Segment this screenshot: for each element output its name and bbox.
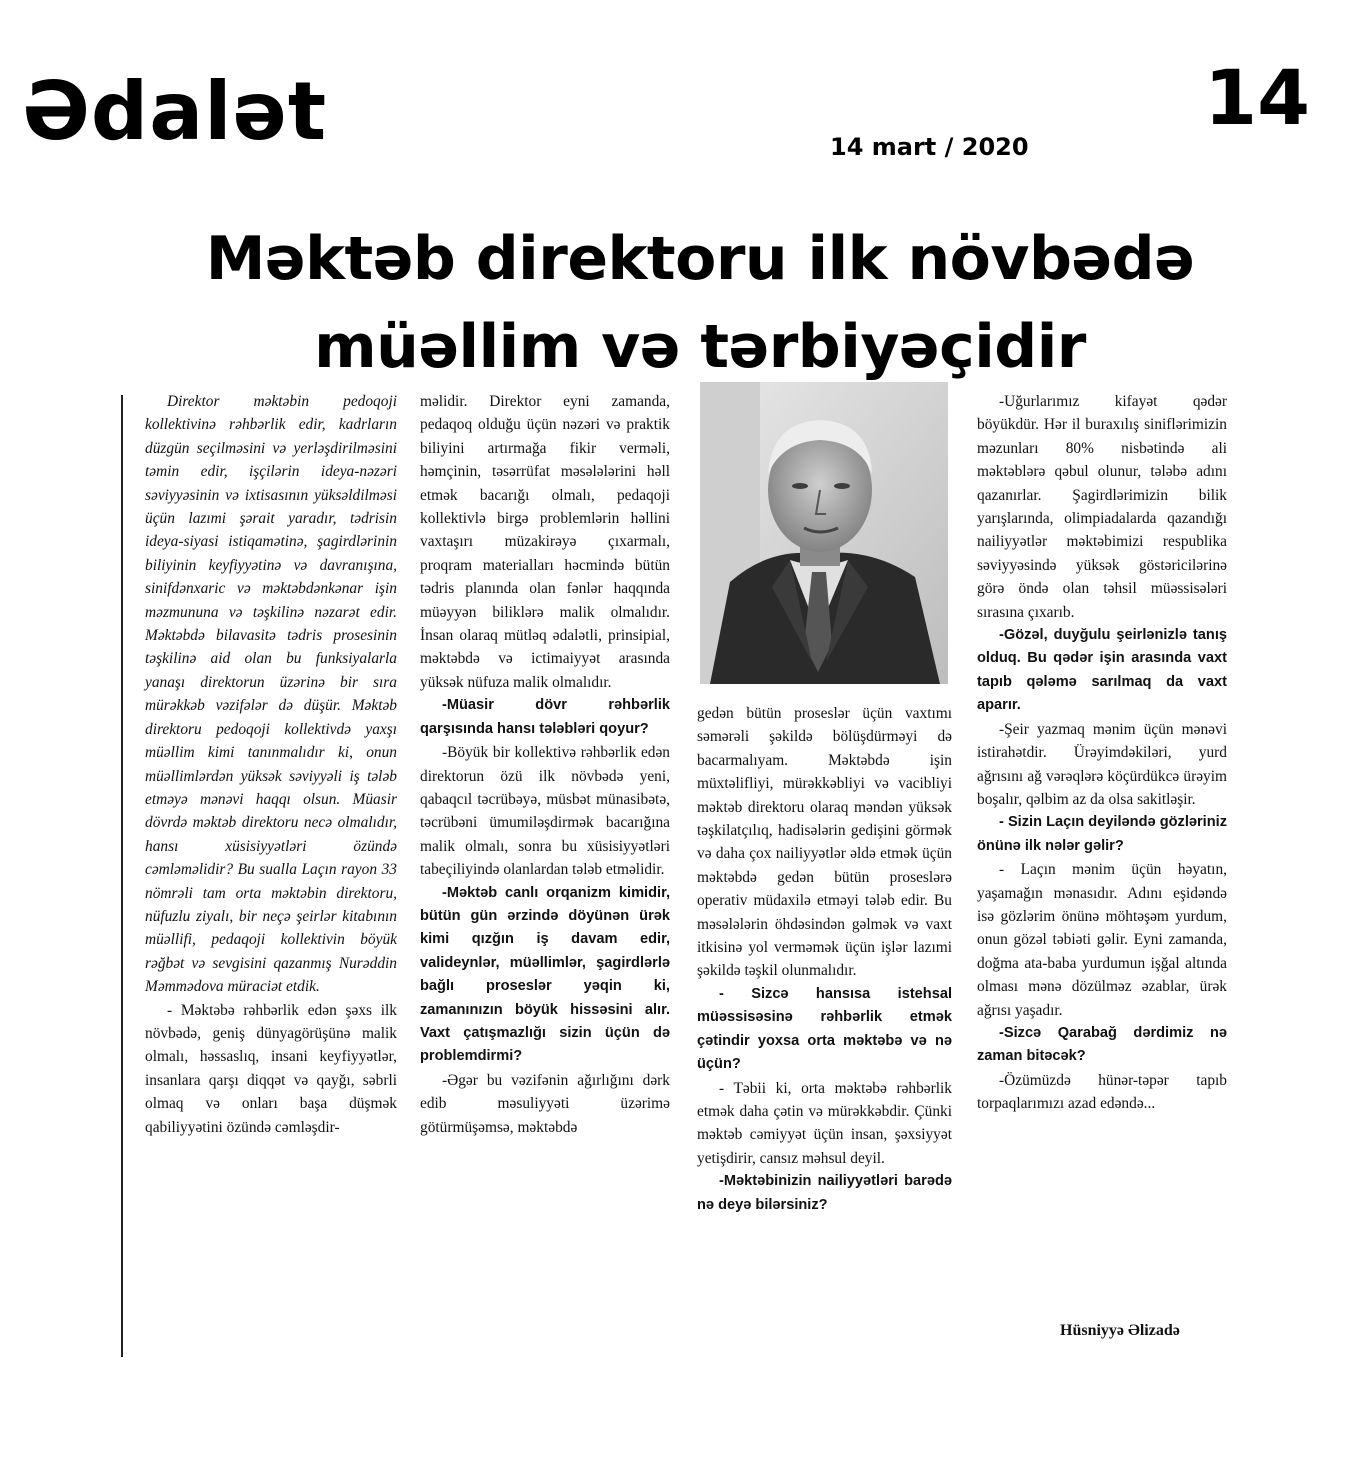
question-paragraph: -Sizcə Qarabağ dərdimiz nə zaman bitəcək? — [977, 1024, 1227, 1065]
question-paragraph: - Sizin Laçın deyiləndə gözləriniz önünə ilk nələr gəlir? — [977, 814, 1227, 854]
portrait-photo — [700, 382, 948, 684]
column-rule — [121, 395, 123, 1357]
answer-paragraph: məlidir. Direktor eyni zamanda, pedaqoq olduğu üçün nəzəri və praktik biliyini artırmağa fikir verməli, həmçinin, təsərrüfat məsələlərini həll etmək bacarığı olmalı, pedaqoji kollektivlə birgə problemlərin həllini vaxtaşırı müzakirəyə çıxarmalı, proqram materialları həcmində bütün tədris planında olan fənlər haqqında müəyyən biliklərə malik olmalıdır. İnsan olaraq mütləq ədalətli, prinsipial, məktəbdə və ictimaiyyət arasında yüksək nüfuza malik olmalıdır. — [420, 393, 670, 691]
issue-date: 14 mart / 2020 — [830, 133, 1029, 161]
answer-paragraph: -Böyük bir kollektivə rəhbərlik edən direktorun özü ilk növbədə yeni, qabaqcıl təcrübəyə, müsbət münasibətə, təcrübəni ümumiləşdirmək bacarığına malik olmalı, sonra bu xüsisiyyətləri tabeçiliyində olanlardan tələb etməlidir. — [420, 744, 670, 879]
question-paragraph: -Gözəl, duyğulu şeirlənizlə tanış olduq. Bu qədər işin arasında vaxt tapıb qələmə sarılmaq da vaxt aparır. — [977, 627, 1227, 714]
headline-line-2: müəllim və tərbiyəçidir — [314, 312, 1086, 382]
portrait-image — [700, 382, 948, 684]
answer-paragraph: -Özümüzdə hünər-təpər tapıb torpaqlarımızı azad edəndə... — [977, 1071, 1227, 1113]
question-paragraph: -Məktəbinizin nailiyyətləri barədə nə deyə bilərsiniz? — [697, 1173, 952, 1213]
headline-line-1: Məktəb direktoru ilk növbədə — [205, 224, 1195, 294]
answer-paragraph: -Şeir yazmaq mənim üçün mənəvi istirahətdir. Ürəyimdəkiləri, yurd ağrısını ağ vərəqlərə köçürdükcə ürəyim boşalır, qəlbim az da olsa sakitləşir. — [977, 720, 1227, 808]
masthead-title: Ədalət — [22, 65, 328, 158]
question-paragraph: -Məktəb canlı orqanizm kimidir, bütün gün ərzində döyünən ürək kimi qızğın iş davam edir, valideynlər, müəllimlər, şagirdlərlə bağlı proseslər yəqin ki, zamanınızın böyük hissəsini alır. Vaxt çatışmazlığı sizin üçün də problemdirmi? — [420, 884, 670, 1065]
article-column-3 — [697, 702, 952, 1217]
article-column-1 — [145, 390, 397, 1139]
answer-paragraph: -Əgər bu vəzifənin ağırlığını dərk edib məsuliyyəti üzərimə götürmüşəmsə, məktəbdə — [420, 1071, 670, 1136]
answer-paragraph: - Laçın mənim üçün həyatın, yaşamağın mənasıdır. Adını eşidəndə isə gözlərim önünə möhtəşəm yurdum, onun gözəl təbiəti gəlir. Eyni zamanda, doğma ata-baba yurdumun işğal altında olması mənə dözülməz əzablar, ürək ağrısı yaşadır. — [977, 861, 1227, 1019]
question-paragraph: -Müasir dövr rəhbərlik qarşısında hansı tələbləri qoyur? — [420, 697, 670, 737]
article-intro: Direktor məktəbin pedoqoji kollektivinə rəhbərlik edir, kadrların düzgün seçilməsini və yerləşdirilməsini təmin edir, işçilərin ideya-nəzəri səviyyəsinin və ixtisasının yüksəldilməsi üçün lazımi şərait yaradır, tədrisin ideya-siyasi istiqamətinə, şagirdlərinin biliyinin keyfiyyətinə və davranışına, sinifdənxaric və məktəbdənkənar işin məzmununa və təşkilinə nəzarət edir. Məktəbdə bilavasitə tədris prosesinin təşkilinə aid olan bu funksiyalarla yanaşı direktorun üzərinə bir sıra mürəkkəb vəzifələr də düşür. Məktəb direktoru pedoqoji kollektivdə yaxşı müəllim kimi tanınmalıdır ki, onun müəllimlərdən yüksək səviyyəli iş tələb etməyə mənəvi haqqı olsun. Müasir dövrdə məktəb direktoru necə olmalıdır, hansı xüsisiyyətləri özündə cəmləməlidir? Bu sualla Laçın rayon 33 nömrəli tam orta məktəbin direktoru, nüfuzlu ziyalı, bir neçə şeirlər kitabının müəllifi, pedaqoji kollektivin böyük rəğbət və sevgisini qazanmış Nurəddin Məmmədova müraciət etdik. — [145, 393, 397, 996]
question-paragraph: - Sizcə hansısa istehsal müəssisəsinə rəhbərlik etmək çətindir yoxsa orta məktəbə və nə üçün? — [697, 985, 952, 1073]
article-headline — [100, 215, 1300, 391]
article-column-4 — [977, 390, 1227, 1116]
answer-paragraph: - Təbii ki, orta məktəbə rəhbərlik etmək daha çətin və mürəkkəbdir. Çünki məktəb cəmiyyət üçün insan, şəxsiyyət yetişdirir, cansız məhsul deyil. — [697, 1079, 952, 1167]
answer-paragraph: - Məktəbə rəhbərlik edən şəxs ilk növbədə, geniş dünyagörüşünə malik olmalı, həssaslıq, insani keyfiyyətlər, insanlara qarşı diqqət və qayğı, səbrli olmaq və onları başa düşmək qabiliyyətini özündə cəmləşdir- — [145, 1001, 397, 1136]
article-column-2 — [420, 390, 670, 1139]
answer-paragraph: -Uğurlarımız kifayət qədər böyükdür. Hər il buraxılış siniflərimizin məzunları 80% nisbətində ali məktəblərə qəbul olunur, tələbə adını qazanırlar. Şagirdlərimizin bilik yarışlarında, olimpiadalarda qazandığı nailiyyətlər məktəbimizi respublika səviyyəsində yüksək göstəricilərinə görə öndə olan təhsil müəssisələri sırasına çıxarıb. — [977, 393, 1227, 621]
author-byline: Hüsniyyə Əlizadə — [1060, 1322, 1180, 1339]
answer-paragraph: gedən bütün proseslər üçün vaxtımı səmərəli şəkildə bölüşdürməyi də bacarmalıyam. Məktəbdə işin müxtəlifliyi, mürəkkəbliyi və vacibliyi məktəb direktoru olaraq məndən yüksək təşkilatçılıq, hadisələrin gedişini görmək və daha çox nailiyyətlər əldə etmək üçün məktəbdə gedən bütün proseslərə operativ müdaxilə etməyi tələb edir. Bu məsələlərin öhdəsindən gəlmək və vaxt itkisinə yol verməmək üçün işlər lazımi şəkildə təşkil olunmalıdır. — [697, 705, 952, 980]
page-number: 14 — [1204, 53, 1310, 142]
